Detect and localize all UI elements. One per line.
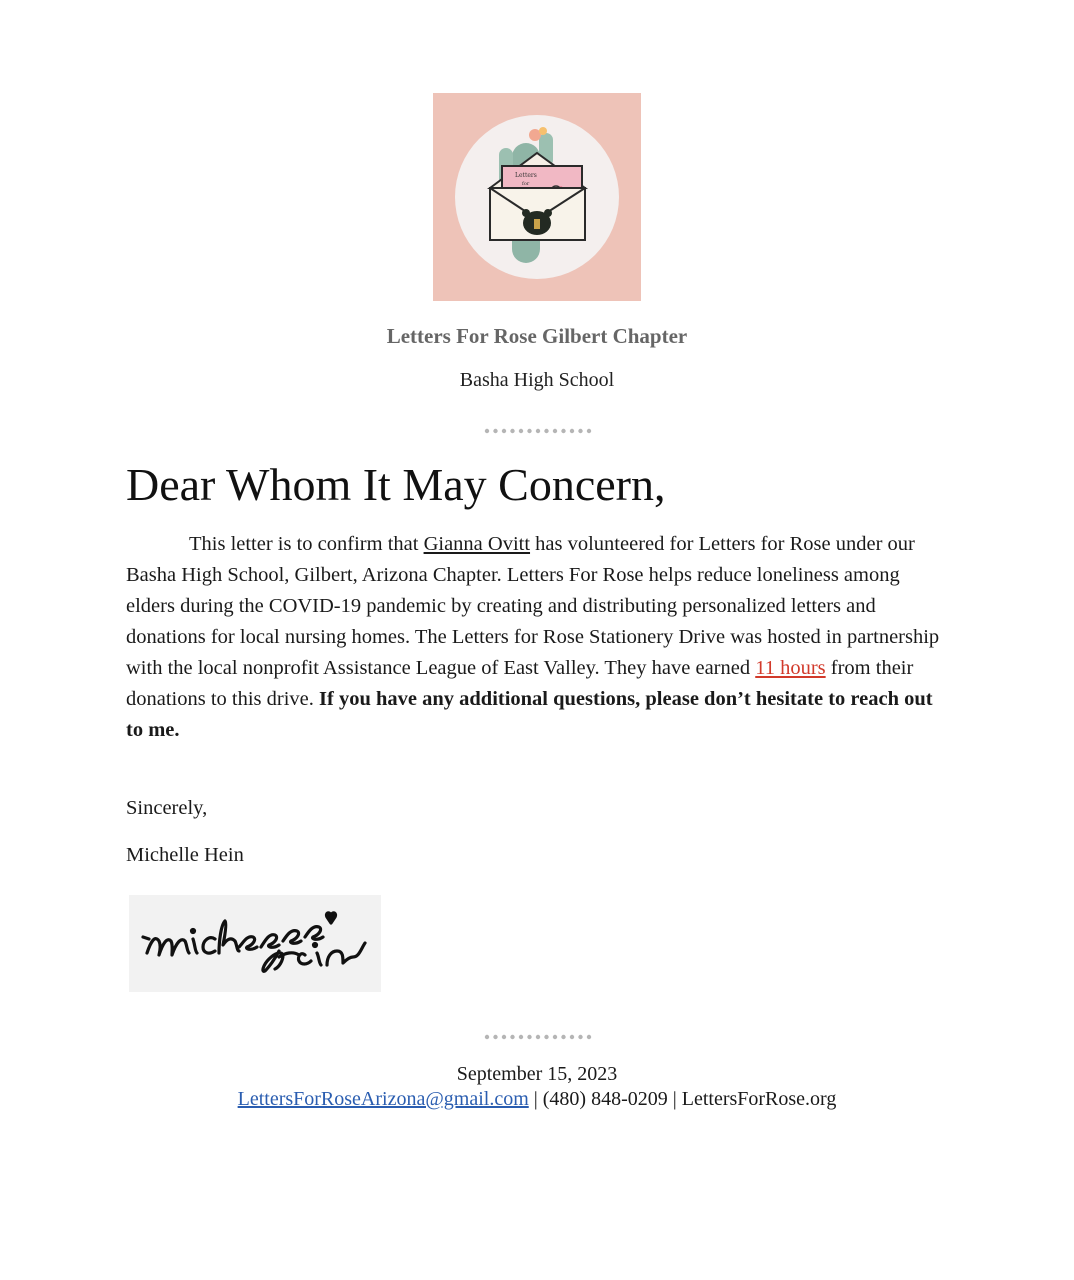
closing: Sincerely, xyxy=(126,797,208,819)
body-text-1: This letter is to confirm that xyxy=(189,533,424,555)
signature-image xyxy=(129,895,381,992)
body-text-bold: If you have any additional questions, please don’t hesitate to reach out to me. xyxy=(126,688,933,741)
volunteer-name: Gianna Ovitt xyxy=(423,533,531,555)
body-text-2: has volunteered for Letters for Rose under our Basha High School, Gilbert, Arizona Chapter. Letters For Rose helps reduce loneliness among elders during the COVID-19 pandemic by creating and distributing personalized letters and donations for local nursing homes. The Letters for Rose Stationery Drive was hosted in partnership with the local nonprofit Assistance League of East Valley. They have earned xyxy=(126,533,940,679)
org-name: Letters For Rose Gilbert Chapter xyxy=(386,324,688,348)
signer-name: Michelle Hein xyxy=(126,844,244,866)
dotted-divider-top xyxy=(484,428,592,434)
dotted-divider-bottom xyxy=(484,1034,592,1040)
school-name: Basha High School xyxy=(459,369,615,391)
phone-number: | (480) 848-0209 | xyxy=(528,1088,682,1110)
body-text-3: from their donations to this drive. xyxy=(126,657,914,710)
hours-earned: 11 hours xyxy=(755,657,826,679)
letters-for-rose-logo-icon xyxy=(433,93,641,301)
email-link[interactable]: LettersForRoseArizona@gmail.com xyxy=(237,1088,529,1110)
website: LettersForRose.org xyxy=(681,1088,837,1110)
logo xyxy=(433,93,641,301)
greeting: Dear Whom It May Concern, xyxy=(126,459,666,510)
signature-icon xyxy=(129,895,381,992)
contact-line xyxy=(0,1088,1074,1111)
logo-text-for: for xyxy=(522,181,530,187)
letter-date: September 15, 2023 xyxy=(456,1063,618,1085)
logo-text-letters: Letters xyxy=(515,172,537,179)
letter-body xyxy=(126,529,948,746)
